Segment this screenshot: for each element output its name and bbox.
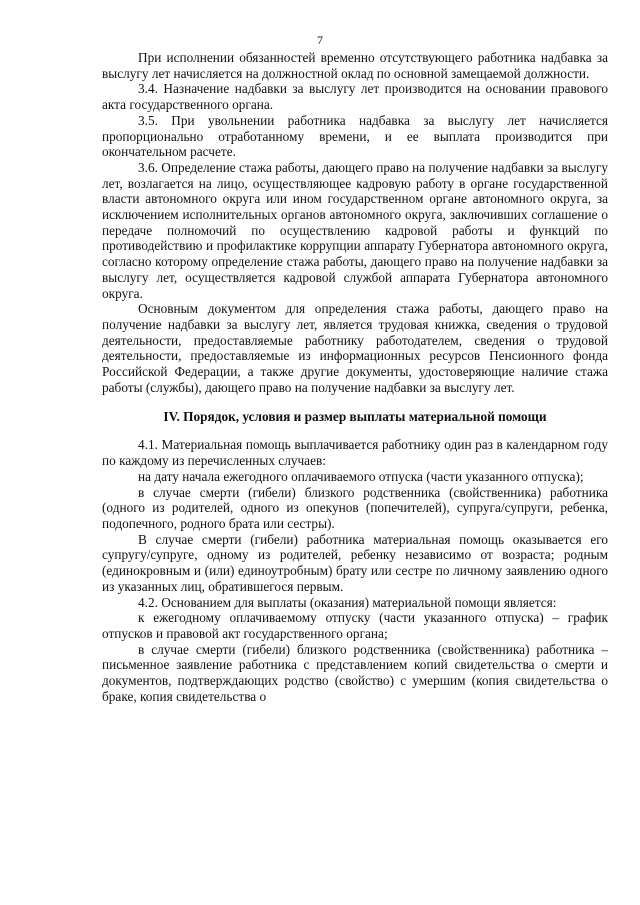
paragraph: 3.6. Определение стажа работы, дающего право на получение надбавки за выслугу лет, возлагается на лицо, осуществляющее кадровую работу в органе государственной власти автономного округа или ином государственном органе автономного округа, за исключением исполнительных органов автономного округа, заключивших соглашение о передаче полномочий по осуществлению кадровой работы и функций по противодействию и профилактике коррупции аппарату Губернатора автономного округа, согласно которому определение стажа работы, дающего право на получение надбавки за выслугу лет, осуществляется кадровой службой аппарата Губернатора автономного округа. (102, 159, 608, 301)
paragraph: в случае смерти (гибели) близкого родственника (свойственника) работника – письменное заявление работника с представлением копий свидетельства о смерти и документов, подтверждающих родство (свойство) с умершим (копия свидетельства о браке, копия свидетельства о (102, 641, 608, 704)
page-number: 7 (317, 33, 323, 47)
paragraph: Основным документом для определения стажа работы, дающего право на получение надбавки за выслугу лет, является трудовая книжка, сведения о трудовой деятельности, предоставляемые работнику работодателем, сведения о трудовой деятельности, предоставляемые из информационных ресурсов Пенсионного фонда Российской Федерации, а также другие документы, удостоверяющие наличие стажа работы (службы), дающего право на получение надбавки за выслугу лет. (102, 301, 608, 395)
section-heading: IV. Порядок, условия и размер выплаты материальной помощи (163, 409, 547, 425)
paragraph: При исполнении обязанностей временно отсутствующего работника надбавка за выслугу лет начисляется на должностной оклад по основной замещаемой должности. (102, 50, 608, 81)
paragraph: к ежегодному оплачиваемому отпуску (части указанного отпуска) – график отпусков и правовой акт государственного органа; (102, 610, 608, 641)
paragraph: на дату начала ежегодного оплачиваемого отпуска (части указанного отпуска); (138, 468, 584, 484)
paragraph: 4.1. Материальная помощь выплачивается работнику один раз в календарном году по каждому из перечисленных случаев: (102, 437, 608, 469)
paragraph: 4.2. Основанием для выплаты (оказания) материальной помощи является: (138, 594, 557, 610)
document-body (102, 50, 608, 704)
paragraph: в случае смерти (гибели) близкого родственника (свойственника) работника (одного из родителей, одного из опекунов (попечителей), супруга/супруги, ребенка, подопечного, родного брата или сестры). (102, 484, 608, 531)
paragraph: В случае смерти (гибели) работника материальная помощь оказывается его супругу/супруге, одному из родителей, ребенку независимо от возраста; родным (единокровным и (или) единоутробным) брату или сестре по личному заявлению одного из указанных лиц, обратившегося первым. (102, 531, 608, 594)
paragraph: 3.4. Назначение надбавки за выслугу лет производится на основании правового акта государственного органа. (102, 81, 608, 113)
paragraph: 3.5. При увольнении работника надбавка за выслугу лет начисляется пропорционально отработанному времени, и ее выплата производится при окончательном расчете. (102, 112, 608, 160)
